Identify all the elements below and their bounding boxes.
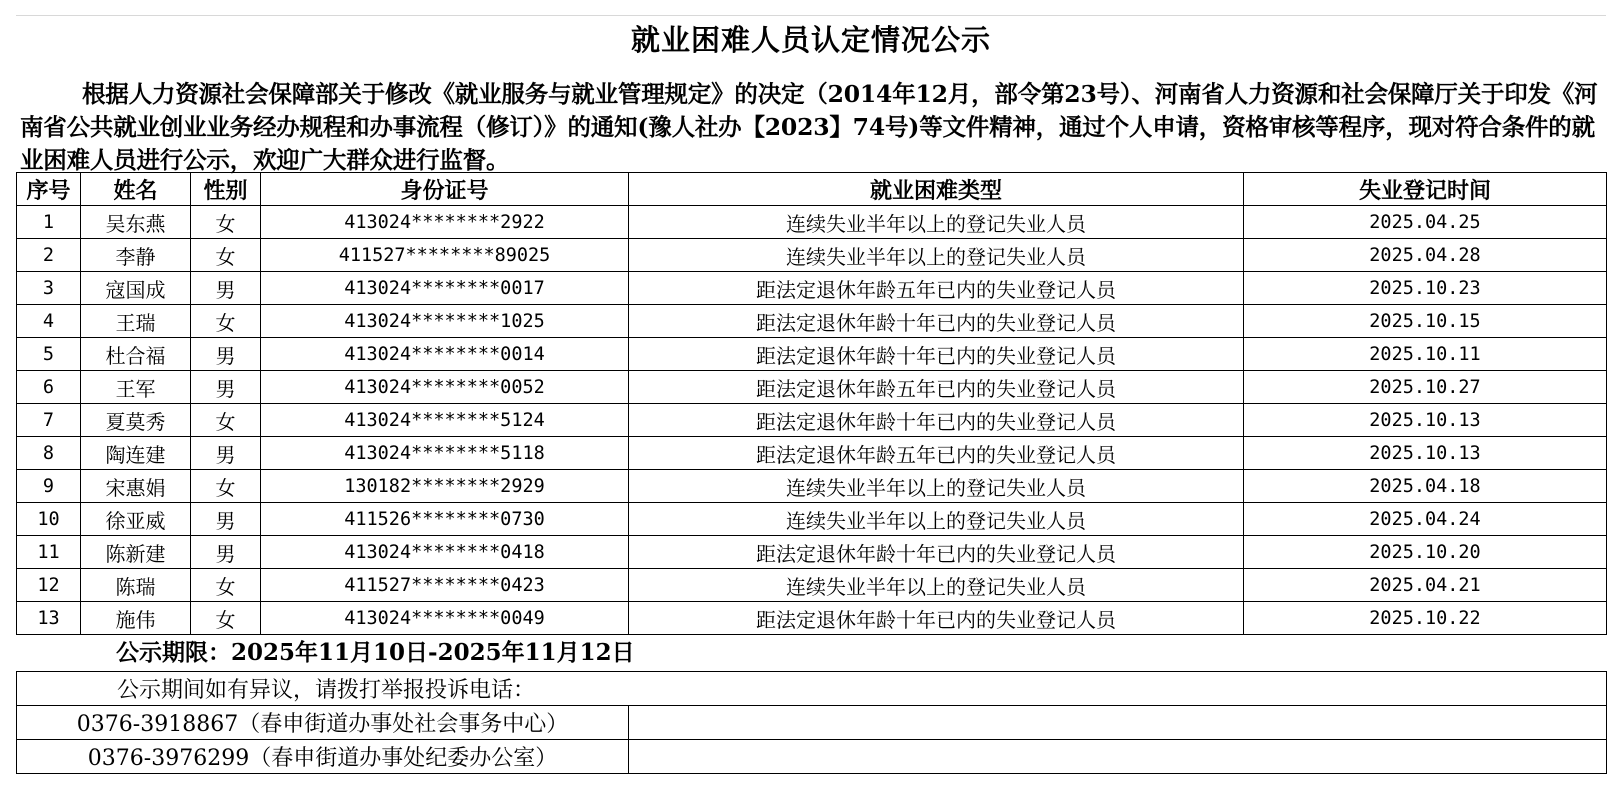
publicity-period: 公示期限：2025年11月10日-2025年11月12日: [116, 639, 635, 666]
cell-name: 施伟: [81, 602, 191, 635]
cell-name: 陈瑞: [81, 569, 191, 602]
table-row: [17, 569, 1607, 602]
cell-difficulty-type: 距法定退休年龄十年已内的失业登记人员: [629, 404, 1244, 437]
cell-index: 12: [17, 569, 81, 602]
cell-index: 2: [17, 239, 81, 272]
cell-index: 10: [17, 503, 81, 536]
contact-phone-2: 0376-3976299（春申街道办事处纪委办公室）: [17, 740, 629, 774]
header-id-number: 身份证号: [261, 173, 629, 206]
cell-registration-date: 2025.04.25: [1244, 206, 1607, 239]
cell-index: 1: [17, 206, 81, 239]
table-row: [17, 239, 1607, 272]
cell-id-number: 413024********5124: [261, 404, 629, 437]
cell-registration-date: 2025.10.22: [1244, 602, 1607, 635]
table-header-row: [17, 173, 1607, 206]
contact-hint: 公示期间如有异议，请拨打举报投诉电话：: [17, 672, 1607, 706]
cell-difficulty-type: 距法定退休年龄十年已内的失业登记人员: [629, 338, 1244, 371]
cell-index: 9: [17, 470, 81, 503]
contact-phone-row: [17, 740, 1607, 774]
cell-id-number: 413024********0014: [261, 338, 629, 371]
cell-gender: 女: [191, 305, 261, 338]
table-row: [17, 338, 1607, 371]
table-row: [17, 503, 1607, 536]
cell-id-number: 413024********2922: [261, 206, 629, 239]
cell-index: 4: [17, 305, 81, 338]
cell-id-number: 413024********0418: [261, 536, 629, 569]
cell-name: 陶连建: [81, 437, 191, 470]
cell-difficulty-type: 距法定退休年龄五年已内的失业登记人员: [629, 437, 1244, 470]
table-row: [17, 371, 1607, 404]
cell-index: 5: [17, 338, 81, 371]
cell-id-number: 413024********0017: [261, 272, 629, 305]
cell-gender: 男: [191, 272, 261, 305]
cell-name: 徐亚威: [81, 503, 191, 536]
table-row: [17, 470, 1607, 503]
cell-id-number: 411526********0730: [261, 503, 629, 536]
page-title: 就业困难人员认定情况公示: [16, 15, 1606, 64]
cell-gender: 女: [191, 602, 261, 635]
cell-id-number: 413024********0052: [261, 371, 629, 404]
table-row: [17, 305, 1607, 338]
cell-difficulty-type: 距法定退休年龄十年已内的失业登记人员: [629, 305, 1244, 338]
cell-id-number: 413024********0049: [261, 602, 629, 635]
cell-difficulty-type: 距法定退休年龄十年已内的失业登记人员: [629, 602, 1244, 635]
cell-index: 3: [17, 272, 81, 305]
cell-registration-date: 2025.10.15: [1244, 305, 1607, 338]
cell-difficulty-type: 连续失业半年以上的登记失业人员: [629, 206, 1244, 239]
cell-name: 夏莫秀: [81, 404, 191, 437]
cell-gender: 男: [191, 503, 261, 536]
cell-index: 6: [17, 371, 81, 404]
table-row: [17, 536, 1607, 569]
cell-registration-date: 2025.10.23: [1244, 272, 1607, 305]
cell-id-number: 413024********1025: [261, 305, 629, 338]
cell-name: 王军: [81, 371, 191, 404]
cell-name: 宋惠娟: [81, 470, 191, 503]
cell-gender: 男: [191, 437, 261, 470]
cell-index: 7: [17, 404, 81, 437]
cell-index: 8: [17, 437, 81, 470]
header-registration-date: 失业登记时间: [1244, 173, 1607, 206]
cell-gender: 男: [191, 536, 261, 569]
table-row: [17, 272, 1607, 305]
cell-difficulty-type: 连续失业半年以上的登记失业人员: [629, 239, 1244, 272]
cell-name: 寇国成: [81, 272, 191, 305]
table-row: [17, 404, 1607, 437]
header-name: 姓名: [81, 173, 191, 206]
spreadsheet: [16, 15, 1606, 774]
header-index: 序号: [17, 173, 81, 206]
personnel-table: [16, 172, 1607, 635]
cell-difficulty-type: 距法定退休年龄五年已内的失业登记人员: [629, 371, 1244, 404]
cell-id-number: 413024********5118: [261, 437, 629, 470]
cell-index: 11: [17, 536, 81, 569]
cell-registration-date: 2025.10.27: [1244, 371, 1607, 404]
cell-registration-date: 2025.10.13: [1244, 404, 1607, 437]
cell-registration-date: 2025.04.28: [1244, 239, 1607, 272]
empty-cell: [629, 740, 1607, 774]
contact-table: [16, 671, 1607, 774]
cell-gender: 女: [191, 206, 261, 239]
cell-id-number: 130182********2929: [261, 470, 629, 503]
table-row: [17, 602, 1607, 635]
header-gender: 性别: [191, 173, 261, 206]
cell-difficulty-type: 连续失业半年以上的登记失业人员: [629, 569, 1244, 602]
cell-registration-date: 2025.10.11: [1244, 338, 1607, 371]
cell-difficulty-type: 连续失业半年以上的登记失业人员: [629, 503, 1244, 536]
cell-registration-date: 2025.10.13: [1244, 437, 1607, 470]
cell-gender: 男: [191, 371, 261, 404]
cell-registration-date: 2025.04.18: [1244, 470, 1607, 503]
cell-gender: 女: [191, 569, 261, 602]
cell-difficulty-type: 距法定退休年龄五年已内的失业登记人员: [629, 272, 1244, 305]
cell-gender: 女: [191, 239, 261, 272]
cell-index: 13: [17, 602, 81, 635]
empty-cell: [629, 706, 1607, 740]
contact-phone-row: [17, 706, 1607, 740]
cell-difficulty-type: 距法定退休年龄十年已内的失业登记人员: [629, 536, 1244, 569]
table-row: [17, 206, 1607, 239]
header-difficulty-type: 就业困难类型: [629, 173, 1244, 206]
cell-name: 王瑞: [81, 305, 191, 338]
cell-name: 陈新建: [81, 536, 191, 569]
cell-gender: 女: [191, 404, 261, 437]
cell-name: 吴东燕: [81, 206, 191, 239]
contact-phone-1: 0376-3918867（春申街道办事处社会事务中心）: [17, 706, 629, 740]
cell-id-number: 411527********89025: [261, 239, 629, 272]
cell-id-number: 411527********0423: [261, 569, 629, 602]
notice-paragraph: 根据人力资源社会保障部关于修改《就业服务与就业管理规定》的决定（2014年12月，部令第23号）、河南省人力资源和社会保障厅关于印发《河南省公共就业创业业务经办规程和办事流程（修订）》的通知(豫人社办【2023】74号)等文件精神，通过个人申请，资格审核等程序，现对符合条件的就业困难人员进行公示，欢迎广大群众进行监督。: [20, 80, 1598, 174]
cell-registration-date: 2025.04.24: [1244, 503, 1607, 536]
cell-gender: 男: [191, 338, 261, 371]
cell-name: 李静: [81, 239, 191, 272]
cell-gender: 女: [191, 470, 261, 503]
table-row: [17, 437, 1607, 470]
cell-difficulty-type: 连续失业半年以上的登记失业人员: [629, 470, 1244, 503]
cell-registration-date: 2025.04.21: [1244, 569, 1607, 602]
cell-registration-date: 2025.10.20: [1244, 536, 1607, 569]
contact-hint-row: [17, 672, 1607, 706]
cell-name: 杜合福: [81, 338, 191, 371]
